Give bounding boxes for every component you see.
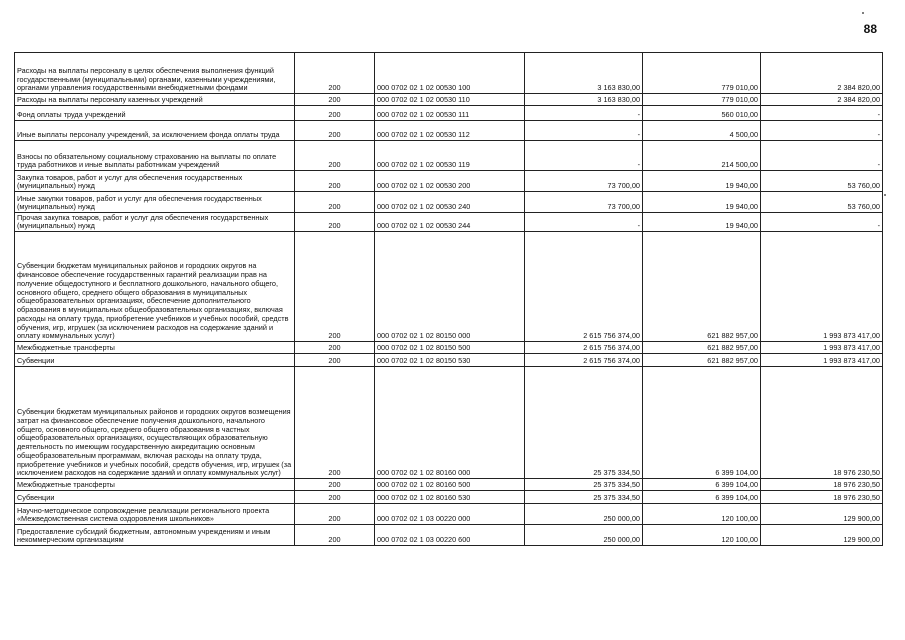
row-amount-3-cell: 53 760,00 [761, 171, 883, 192]
row-amount-3-cell: 18 976 230,50 [761, 479, 883, 491]
row-amount-3-cell: 18 976 230,50 [761, 367, 883, 479]
row-kbk-cell: 000 0702 02 1 02 00530 200 [375, 171, 525, 192]
table-row [15, 232, 883, 342]
row-amount-3-cell: - [761, 141, 883, 171]
row-name-cell: Закупка товаров, работ и услуг для обеспечения государственных (муниципальных) нужд [15, 171, 295, 192]
row-total-cell: 250 000,00 [525, 525, 643, 546]
row-kbk-cell: 000 0702 02 1 02 00530 111 [375, 106, 525, 121]
row-amount-2-cell: 6 399 104,00 [643, 367, 761, 479]
row-total-cell: - [525, 141, 643, 171]
table-row [15, 53, 883, 94]
budget-table-body [15, 53, 883, 546]
row-total-cell: 2 615 756 374,00 [525, 354, 643, 367]
row-amount-3-cell: 1 993 873 417,00 [761, 232, 883, 342]
table-row [15, 121, 883, 141]
row-amount-3-cell: 129 900,00 [761, 525, 883, 546]
row-kbk-cell: 000 0702 02 1 02 80160 500 [375, 479, 525, 491]
row-total-cell: 2 615 756 374,00 [525, 232, 643, 342]
row-total-cell: - [525, 121, 643, 141]
row-amount-3-cell: - [761, 213, 883, 232]
row-code-cell: 200 [295, 53, 375, 94]
row-name-cell: Межбюджетные трансферты [15, 479, 295, 491]
row-name-cell: Иные выплаты персоналу учреждений, за исключением фонда оплаты труда [15, 121, 295, 141]
row-kbk-cell: 000 0702 02 1 03 00220 600 [375, 525, 525, 546]
row-name-cell: Научно-методическое сопровождение реализации регионального проекта «Межведомственная система оздоровления школьников» [15, 504, 295, 525]
row-kbk-cell: 000 0702 02 1 02 00530 240 [375, 192, 525, 213]
row-kbk-cell: 000 0702 02 1 02 80160 000 [375, 367, 525, 479]
row-code-cell: 200 [295, 171, 375, 192]
row-name-cell: Расходы на выплаты персоналу казенных учреждений [15, 94, 295, 106]
row-amount-2-cell: 779 010,00 [643, 53, 761, 94]
row-code-cell: 200 [295, 479, 375, 491]
row-code-cell: 200 [295, 491, 375, 504]
row-name-cell: Субвенции [15, 354, 295, 367]
row-name-cell: Межбюджетные трансферты [15, 342, 295, 354]
row-code-cell: 200 [295, 141, 375, 171]
row-total-cell: 2 615 756 374,00 [525, 342, 643, 354]
table-row [15, 213, 883, 232]
row-total-cell: 25 375 334,50 [525, 491, 643, 504]
row-kbk-cell: 000 0702 02 1 02 80150 000 [375, 232, 525, 342]
row-code-cell: 200 [295, 121, 375, 141]
row-amount-3-cell: 2 384 820,00 [761, 53, 883, 94]
row-code-cell: 200 [295, 232, 375, 342]
row-total-cell: 73 700,00 [525, 171, 643, 192]
scan-speck [884, 194, 886, 196]
row-amount-2-cell: 779 010,00 [643, 94, 761, 106]
row-code-cell: 200 [295, 354, 375, 367]
table-row [15, 342, 883, 354]
row-amount-2-cell: 621 882 957,00 [643, 232, 761, 342]
table-row [15, 141, 883, 171]
row-amount-3-cell: 129 900,00 [761, 504, 883, 525]
table-row [15, 491, 883, 504]
row-amount-2-cell: 19 940,00 [643, 213, 761, 232]
row-kbk-cell: 000 0702 02 1 03 00220 000 [375, 504, 525, 525]
table-row [15, 525, 883, 546]
row-name-cell: Взносы по обязательному социальному страхованию на выплаты по оплате труда работников и иные выплаты работникам учреждений [15, 141, 295, 171]
row-code-cell: 200 [295, 525, 375, 546]
row-kbk-cell: 000 0702 02 1 02 80150 530 [375, 354, 525, 367]
row-name-cell: Прочая закупка товаров, работ и услуг для обеспечения государственных (муниципальных) нужд [15, 213, 295, 232]
row-name-cell: Субвенции [15, 491, 295, 504]
row-amount-2-cell: 120 100,00 [643, 504, 761, 525]
row-amount-3-cell: 53 760,00 [761, 192, 883, 213]
table-row [15, 171, 883, 192]
row-code-cell: 200 [295, 504, 375, 525]
row-name-cell: Предоставление субсидий бюджетным, автономным учреждениям и иным некоммерческим организациям [15, 525, 295, 546]
table-row [15, 354, 883, 367]
row-amount-2-cell: 120 100,00 [643, 525, 761, 546]
row-amount-2-cell: 19 940,00 [643, 192, 761, 213]
row-code-cell: 200 [295, 192, 375, 213]
row-total-cell: 25 375 334,50 [525, 479, 643, 491]
row-total-cell: 250 000,00 [525, 504, 643, 525]
row-kbk-cell: 000 0702 02 1 02 00530 244 [375, 213, 525, 232]
row-kbk-cell: 000 0702 02 1 02 00530 112 [375, 121, 525, 141]
row-name-cell: Фонд оплаты труда учреждений [15, 106, 295, 121]
budget-table [14, 52, 883, 546]
row-kbk-cell: 000 0702 02 1 02 80150 500 [375, 342, 525, 354]
table-row [15, 504, 883, 525]
row-amount-2-cell: 214 500,00 [643, 141, 761, 171]
row-total-cell: - [525, 213, 643, 232]
row-total-cell: 3 163 830,00 [525, 94, 643, 106]
row-total-cell: 3 163 830,00 [525, 53, 643, 94]
table-row [15, 106, 883, 121]
table-row [15, 94, 883, 106]
row-amount-3-cell: 1 993 873 417,00 [761, 342, 883, 354]
row-amount-3-cell: 1 993 873 417,00 [761, 354, 883, 367]
row-code-cell: 200 [295, 213, 375, 232]
row-amount-2-cell: 6 399 104,00 [643, 491, 761, 504]
row-kbk-cell: 000 0702 02 1 02 80160 530 [375, 491, 525, 504]
row-total-cell: 25 375 334,50 [525, 367, 643, 479]
table-row [15, 192, 883, 213]
row-kbk-cell: 000 0702 02 1 02 00530 100 [375, 53, 525, 94]
row-kbk-cell: 000 0702 02 1 02 00530 110 [375, 94, 525, 106]
row-name-cell: Субвенции бюджетам муниципальных районов и городских округов на финансовое обеспечение государственных гарантий реализации прав на получение общедоступного и бесплатного дошкольного, начального общего, основного общего, среднего общего образования в муниципальных общеобразовательных организациях, обеспечение дополнительного образования в муниципальных общеобразовательных организациях, включая расходы на оплату труда, приобретение учебников и учебных пособий, средств обучения, игр, игрушек (за исключением расходов на содержание зданий и оплату коммунальных услуг) [15, 232, 295, 342]
row-name-cell: Расходы на выплаты персоналу в целях обеспечения выполнения функций государственными (муниципальными) органами, казенными учреждениями, органами управления государственными внебюджетными фондами [15, 53, 295, 94]
page-number: 88 [863, 22, 877, 36]
row-amount-3-cell: 18 976 230,50 [761, 491, 883, 504]
row-amount-2-cell: 19 940,00 [643, 171, 761, 192]
table-row [15, 479, 883, 491]
row-amount-2-cell: 560 010,00 [643, 106, 761, 121]
row-amount-2-cell: 4 500,00 [643, 121, 761, 141]
scan-speck [862, 12, 864, 14]
row-code-cell: 200 [295, 94, 375, 106]
row-code-cell: 200 [295, 342, 375, 354]
row-code-cell: 200 [295, 367, 375, 479]
row-amount-3-cell: - [761, 106, 883, 121]
row-code-cell: 200 [295, 106, 375, 121]
table-row [15, 367, 883, 479]
row-name-cell: Иные закупки товаров, работ и услуг для обеспечения государственных (муниципальных) нужд [15, 192, 295, 213]
row-amount-2-cell: 621 882 957,00 [643, 354, 761, 367]
row-amount-2-cell: 6 399 104,00 [643, 479, 761, 491]
row-amount-3-cell: - [761, 121, 883, 141]
row-kbk-cell: 000 0702 02 1 02 00530 119 [375, 141, 525, 171]
row-total-cell: 73 700,00 [525, 192, 643, 213]
row-amount-3-cell: 2 384 820,00 [761, 94, 883, 106]
row-amount-2-cell: 621 882 957,00 [643, 342, 761, 354]
row-name-cell: Субвенции бюджетам муниципальных районов и городских округов возмещения затрат на финансовое обеспечение получения дошкольного, начального общего, основного общего, среднего общего образования в частных общеобразовательных организациях, осуществляющих образовательную деятельность по имеющим государственную аккредитацию основным общеобразовательным программам, включая расходы на оплату труда, приобретение учебников и учебных пособий, средств обучения, игр, игрушек (за исключением расходов на содержание зданий и оплату коммунальных услуг) [15, 367, 295, 479]
row-total-cell: - [525, 106, 643, 121]
